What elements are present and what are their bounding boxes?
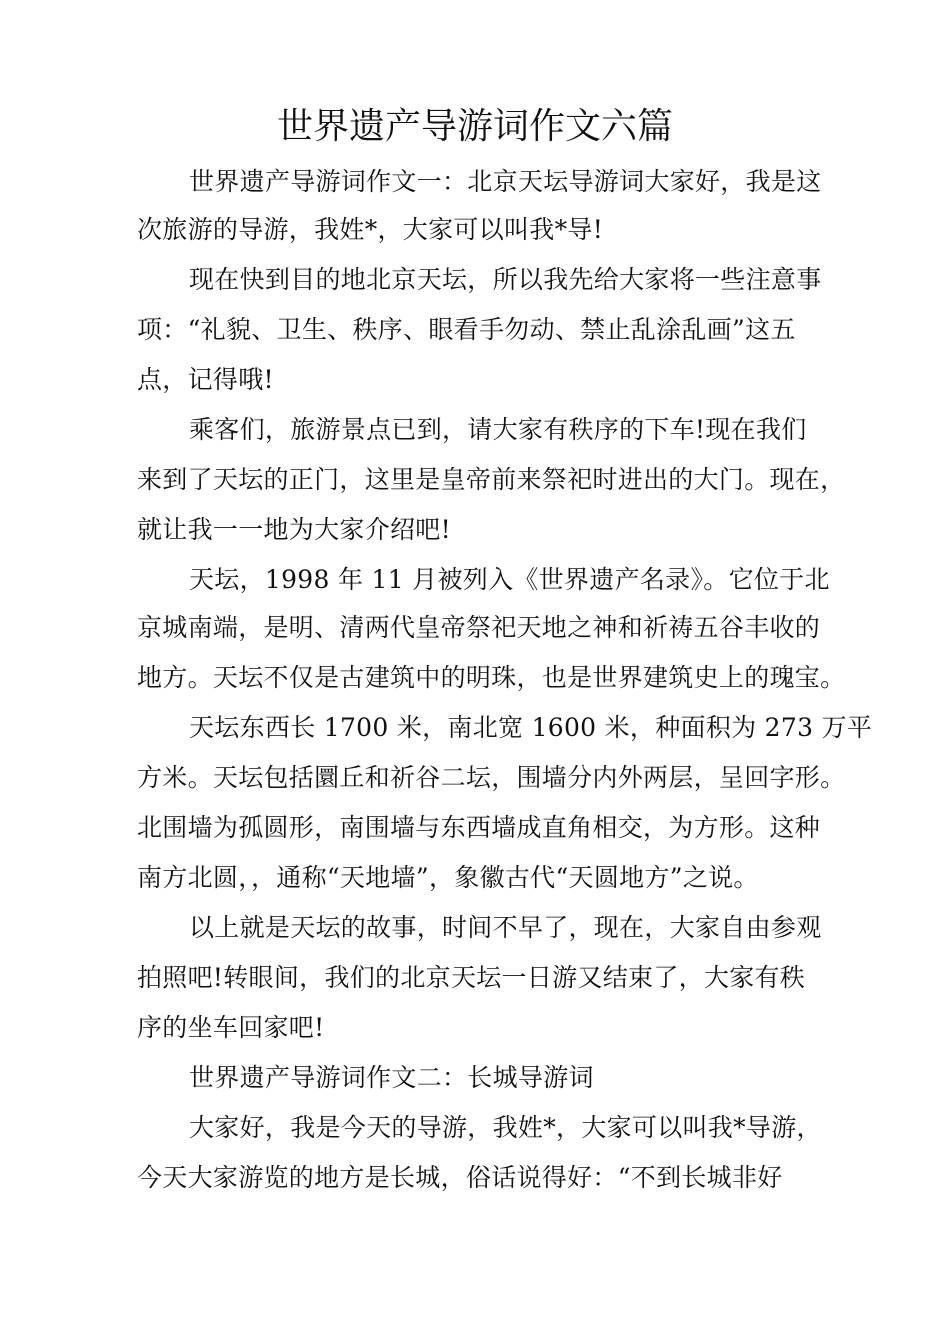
paragraph-line: 来到了天坛的正门，这里是皇帝前来祭祀时进出的大门。现在， [137,465,846,494]
paragraph-line: 地方。天坛不仅是古建筑中的明珠，也是世界建筑史上的瑰宝。 [137,663,846,692]
paragraph-line: 以上就是天坛的故事，时间不早了，现在，大家自由参观 [189,913,822,942]
document-title: 世界遗产导游词作文六篇 [276,106,673,147]
paragraph-line: 现在快到目的地北京天坛，所以我先给大家将一些注意事 [189,265,822,294]
paragraph-line: 点，记得哦! [137,365,274,394]
paragraph-line: 大家好，我是今天的导游，我姓*，大家可以叫我*导游， [189,1113,822,1142]
paragraph-line: 序的坐车回家吧! [137,1013,325,1042]
paragraph-line: 拍照吧!转眼间，我们的北京天坛一日游又结束了，大家有秩 [137,963,806,992]
paragraph-line: 南方北圆，，通称“天地墙”，象徽古代“天圆地方”之说。 [137,863,759,892]
paragraph-line: 项：“礼貌、卫生、秩序、眼看手勿动、禁止乱涂乱画”这五 [137,315,796,344]
paragraph-line: 北围墙为孤圆形，南围墙与东西墙成直角相交，为方形。这种 [137,813,821,842]
paragraph-line: 京城南端，是明、清两代皇帝祭祀天地之神和祈祷五谷丰收的 [137,613,821,642]
paragraph-line: 天坛，1998 年 11 月被列入《世界遗产名录》。它位于北 [189,565,830,594]
paragraph-line: 乘客们，旅游景点已到，请大家有秩序的下车!现在我们 [189,415,807,444]
paragraph-line: 今天大家游览的地方是长城，俗话说得好：“不到长城非好 [137,1163,783,1192]
paragraph-line: 次旅游的导游，我姓*，大家可以叫我*导! [137,215,604,244]
paragraph-line: 天坛东西长 1700 米，南北宽 1600 米，种面积为 273 万平 [189,713,873,742]
paragraph-line: 方米。天坛包括圜丘和祈谷二坛，围墙分内外两层，呈回字形。 [137,763,846,792]
paragraph-line: 世界遗产导游词作文一：北京天坛导游词大家好，我是这 [189,167,822,196]
paragraph-line: 就让我一一地为大家介绍吧! [137,515,451,544]
section-heading: 世界遗产导游词作文二：长城导游词 [189,1063,594,1092]
